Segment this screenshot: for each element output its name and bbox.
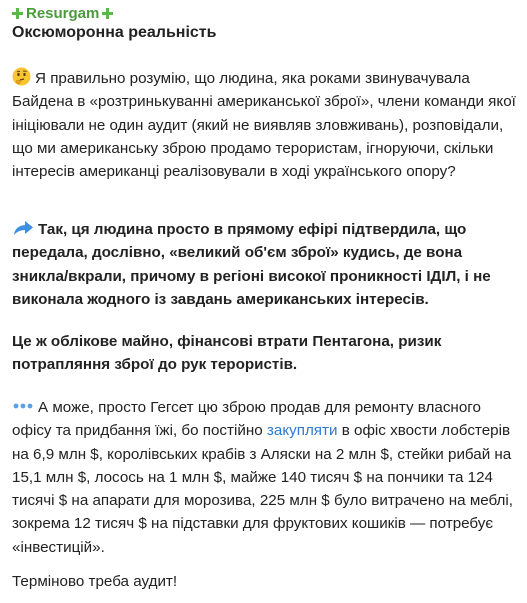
- green-cross-icon: [102, 8, 113, 19]
- share-arrow-icon: [12, 219, 34, 237]
- green-cross-icon: [12, 8, 23, 19]
- ellipsis-dots-icon: [12, 395, 34, 405]
- channel-header[interactable]: [12, 3, 113, 23]
- thinking-face-icon: [12, 67, 31, 86]
- paragraph-consequences: Це ж облікове майно, фінансові втрати Пентагона, ризик потрапляння зброї до рук терористів.: [12, 333, 442, 374]
- paragraph-confirmation: Так, ця людина просто в прямому ефірі підтвердила, що передала, дослівно, «великий об'єм зброї» кудись, де вона зникла/вкрали, причому в регіоні високої проникності ІДІЛ, і не виконала жодного із завдань американських інтересів.: [12, 221, 491, 308]
- channel-name[interactable]: Resurgam: [26, 4, 100, 22]
- purchases-link[interactable]: закупляти: [266, 422, 338, 440]
- paragraph-hegseth: А може, просто Гегсет цю зброю продав для ремонту власного офісу та придбання їжі, бо постійно закупляти в офіс хвости лобстерів на 6,9 млн $, королівських крабів з Аляски на 2 млн $, стейки рибай на 15,1 млн $, лосось на 1 млн $, майже 140 тисяч $ на пончики та 124 тисячі $ на апарати для морозива, 225 млн $ було витрачено на меблі, зокрема 12 тисяч $ на підставки для фруктових кошиків — потребує «інвестицій».: [12, 395, 520, 559]
- paragraph-audit-call: Терміново треба аудит!: [12, 573, 178, 590]
- post-title: Оксюморонна реальність: [12, 24, 217, 41]
- paragraph-question: Я правильно розумію, що людина, яка роками звинувачувала Байдена в «розтринькуванні американської зброї», члени команди якої ініціювали не один аудит (який не виявляв зловживань), розповідали, що ми американську зброю продамо терористам, ігноруючи, скільки інтересів американці реалізовували в ході українського опору?: [12, 67, 520, 183]
